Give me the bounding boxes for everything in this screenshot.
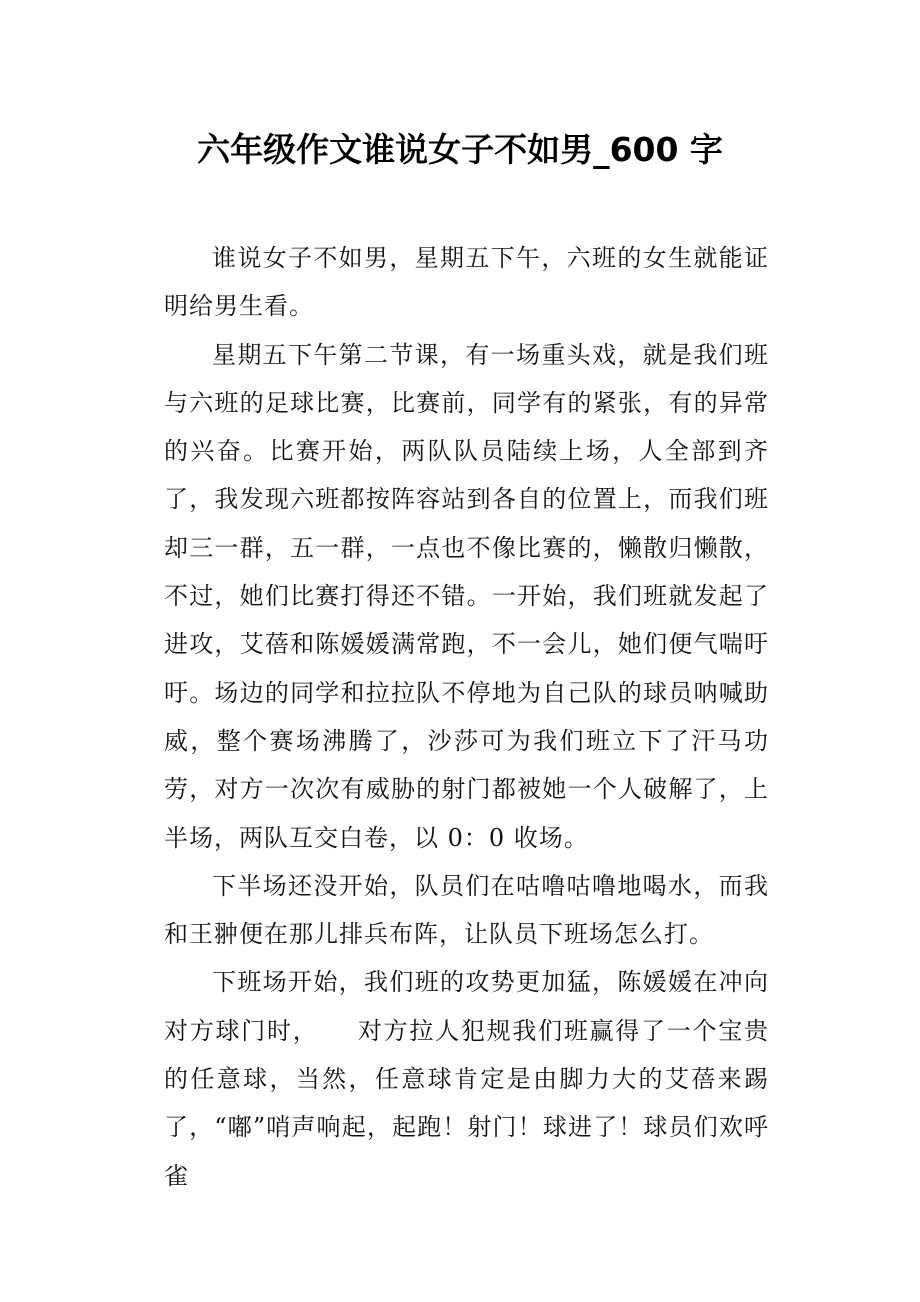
paragraph-2: 星期五下午第二节课，有一场重头戏，就是我们班与六班的足球比赛，比赛前，同学有的紧张，有的异常的兴奋。比赛开始，两队队员陆续上场，人全部到齐了，我发现六班都按阵容站到各自的位置上，而我们班却三一群，五一群，一点也不像比赛的，懒散归懒散，不过，她们比赛打得还不错。一开始，我们班就发起了进攻，艾蓓和陈媛媛满常跑，不一会儿，她们便气喘吁吁。场边的同学和拉拉队不停地为自己队的球员呐喊助威，整个赛场沸腾了，沙莎可为我们班立下了汗马功劳，对方一次次有威胁的射门都被她一个人破解了，上半场，两队互交白卷，以 0：0 收场。 (164, 340, 769, 852)
paragraph-3: 下半场还没开始，队员们在咕噜咕噜地喝水，而我和王翀便在那儿排兵布阵，让队员下班场怎么打。 (164, 871, 769, 949)
paragraph-4: 下班场开始，我们班的攻势更加猛，陈媛媛在冲向对方球门时， 对方拉人犯规我们班赢得了一个宝贵的任意球，当然，任意球肯定是由脚力大的艾蓓来踢了，“嘟”哨声响起，起跑！射门！球进了！球员们欢呼雀 (164, 968, 769, 1190)
paragraph-1: 谁说女子不如男，星期五下午，六班的女生就能证明给男生看。 (164, 244, 769, 321)
document-title: 六年级作文谁说女子不如男_600 字 (197, 130, 723, 169)
document-body (164, 234, 769, 1200)
